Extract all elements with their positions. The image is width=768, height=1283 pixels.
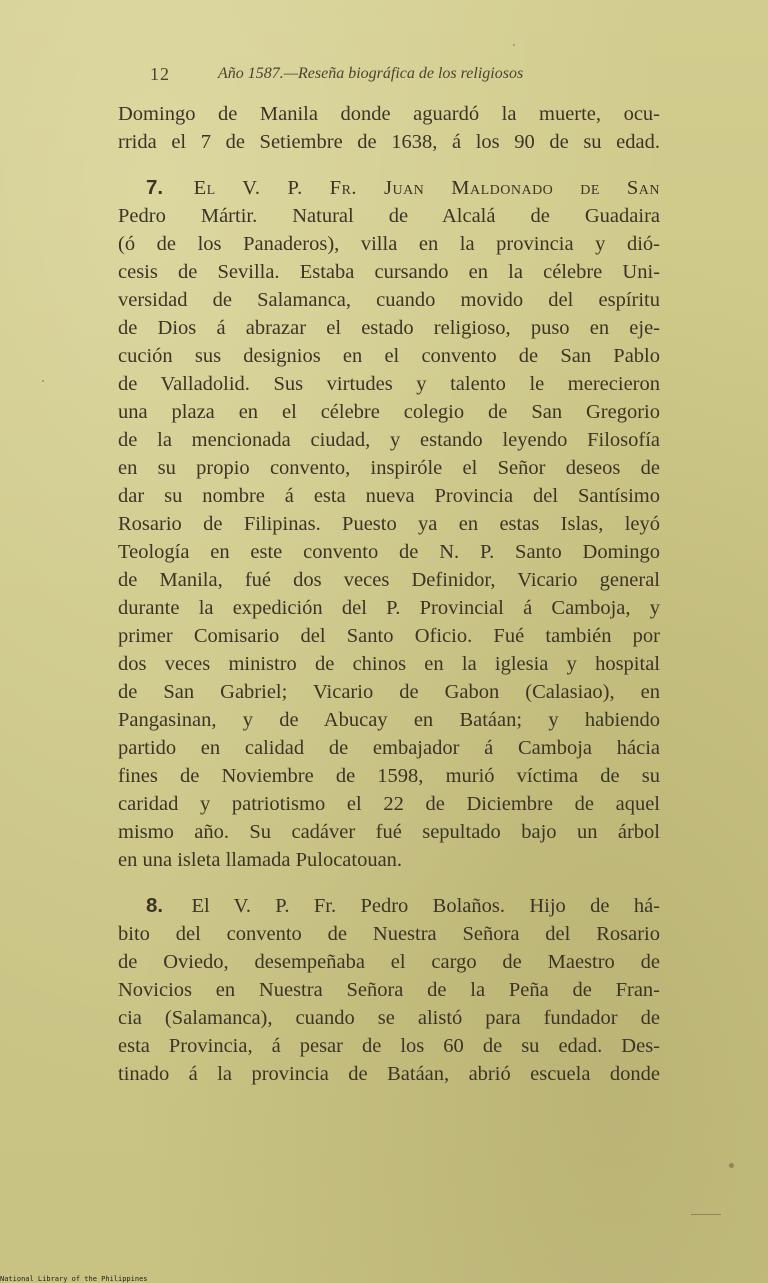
text-line: cia (Salamanca), cuando se alistó para fundador de [118,1007,660,1029]
text-line: de Valladolid. Sus virtudes y talento le merecieron [118,373,660,395]
text-line: primer Comisario del Santo Oficio. Fué también por [118,625,660,647]
entry-8-first-line [146,892,660,920]
text-line: de Dios á abrazar el estado religioso, puso en eje- [118,317,660,339]
text-line: de la mencionada ciudad, y estando leyendo Filosofía [118,429,660,451]
entry-heading: El V. P. Fr. Juan Maldonado de San [193,177,660,199]
running-title: Año 1587.—Reseña biográfica de los religiosos [218,65,524,82]
text-line: Rosario de Filipinas. Puesto ya en estas Islas, leyó [118,513,660,535]
text-line: esta Provincia, á pesar de los 60 de su edad. Des- [118,1035,660,1057]
text-line: mismo año. Su cadáver fué sepultado bajo un árbol [118,821,660,843]
library-credit: National Library of the Philippines [0,1275,148,1283]
text-line: fines de Noviembre de 1598, murió víctima de su [118,765,660,787]
text-line: rrida el 7 de Setiembre de 1638, á los 90 de su edad. [118,131,660,153]
text-line: en su propio convento, inspiróle el Señor deseos de [118,457,660,479]
paper-speck [691,1214,721,1215]
running-header [150,64,620,90]
text-line: Pedro Mártir. Natural de Alcalá de Guadaira [118,205,660,227]
paper-speck [513,44,515,46]
entry-number: 7. [146,176,164,199]
entry-heading: El V. P. Fr. Pedro Bolaños. Hijo de há- [191,895,661,917]
text-line: bito del convento de Nuestra Señora del Rosario [118,923,660,945]
text-line: de Manila, fué dos veces Definidor, Vicario general [118,569,660,591]
text-line: en una isleta llamada Pulocatouan. [118,849,403,871]
paper-speck [729,1163,734,1168]
text-line: Domingo de Manila donde aguardó la muerte, ocu- [118,103,660,125]
paper-speck [42,380,44,382]
entry-7-first-line [146,174,660,202]
page-number: 12 [150,64,170,84]
text-line: de Oviedo, desempeñaba el cargo de Maestro de [118,951,660,973]
text-line: durante la expedición del P. Provincial á Camboja, y [118,597,660,619]
text-line: versidad de Salamanca, cuando movido del espíritu [118,289,660,311]
text-line: caridad y patriotismo el 22 de Diciembre de aquel [118,793,660,815]
text-line: dos veces ministro de chinos en la iglesia y hospital [118,653,660,675]
text-line: cución sus designios en el convento de San Pablo [118,345,660,367]
text-line: partido en calidad de embajador á Camboja hácia [118,737,660,759]
text-line: Novicios en Nuestra Señora de la Peña de Fran- [118,979,660,1001]
text-line: tinado á la provincia de Batáan, abrió escuela donde [118,1063,660,1085]
text-line: Teología en este convento de N. P. Santo Domingo [118,541,660,563]
text-line: Pangasinan, y de Abucay en Batáan; y habiendo [118,709,660,731]
text-line: cesis de Sevilla. Estaba cursando en la célebre Uni- [118,261,660,283]
entry-number: 8. [146,894,164,917]
text-line: dar su nombre á esta nueva Provincia del Santísimo [118,485,660,507]
text-line: (ó de los Panaderos), villa en la provincia y dió- [118,233,660,255]
text-line: de San Gabriel; Vicario de Gabon (Calasiao), en [118,681,660,703]
text-line: una plaza en el célebre colegio de San Gregorio [118,401,660,423]
